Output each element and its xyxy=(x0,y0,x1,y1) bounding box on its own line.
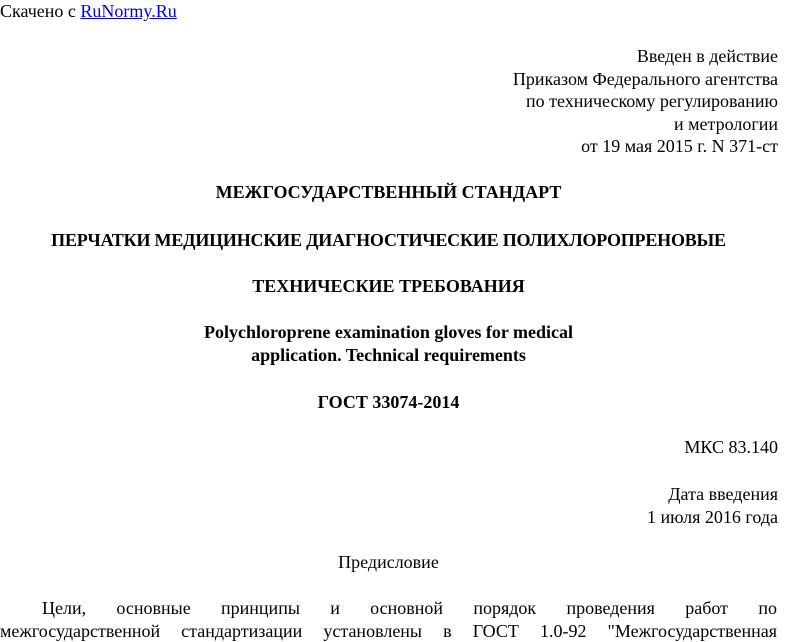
standard-type-heading: МЕЖГОСУДАРСТВЕННЫЙ СТАНДАРТ xyxy=(0,181,777,203)
intro-date-value: 1 июля 2016 года xyxy=(647,506,778,528)
english-title-line-2: application. Technical requirements xyxy=(0,344,777,366)
mks-code: МКС 83.140 xyxy=(684,436,778,458)
approval-line-4: и метрологии xyxy=(513,113,778,136)
document-title: ПЕРЧАТКИ МЕДИЦИНСКИЕ ДИАГНОСТИЧЕСКИЕ ПОЛИХЛОРОПРЕНОВЫЕ xyxy=(0,229,777,251)
foreword-line-1: Цели, основные принципы и основной порядок проведения работ по xyxy=(0,597,777,620)
source-prefix: Скачено с xyxy=(0,1,80,21)
approval-line-5: от 19 мая 2015 г. N 371-ст xyxy=(513,135,778,158)
source-link[interactable]: RuNormy.Ru xyxy=(80,1,176,21)
approval-line-3: по техническому регулированию xyxy=(513,90,778,113)
gost-number: ГОСТ 33074-2014 xyxy=(0,391,777,413)
document-subtitle: ТЕХНИЧЕСКИЕ ТРЕБОВАНИЯ xyxy=(0,275,777,297)
intro-date-label: Дата введения xyxy=(668,483,778,505)
foreword-line-2: межгосударственной стандартизации установлены в ГОСТ 1.0-92 "Межгосударственная xyxy=(0,620,777,642)
foreword-paragraph xyxy=(0,597,777,642)
foreword-heading: Предисловие xyxy=(0,551,777,573)
approval-line-1: Введен в действие xyxy=(513,45,778,68)
english-title-line-1: Polychloroprene examination gloves for medical xyxy=(0,321,777,343)
approval-block xyxy=(513,45,778,158)
source-line xyxy=(0,0,177,22)
approval-line-2: Приказом Федерального агентства xyxy=(513,68,778,91)
